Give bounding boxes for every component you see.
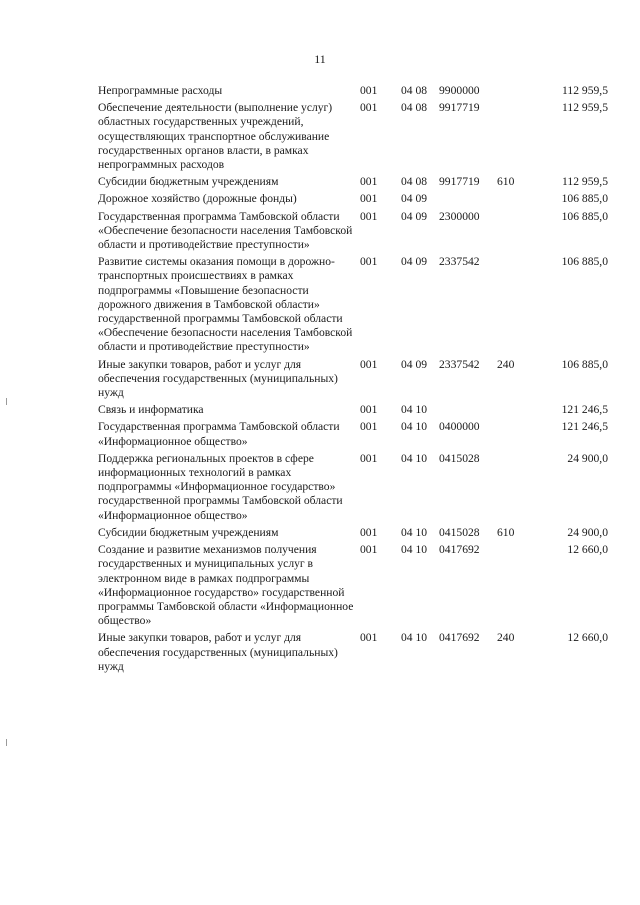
amount-value: 12 660,0 xyxy=(567,543,608,557)
table-row xyxy=(98,420,608,448)
item-name: Иные закупки товаров, работ и услуг для обеспечения государственных (муниципальных) нужд xyxy=(98,357,338,400)
ministry-code: 001 xyxy=(360,192,378,206)
ministry-code: 001 xyxy=(360,543,378,557)
expense-type-code: 610 xyxy=(497,525,515,539)
item-name: Поддержка региональных проектов в сфере информационных технологий в рамках подпрограммы «Информационное государство» государственной программы Тамбовской области «Информационное общество» xyxy=(98,451,343,522)
target-code: 2337542 xyxy=(439,357,480,371)
margin-mark xyxy=(6,398,7,405)
item-name: Иные закупки товаров, работ и услуг для обеспечения государственных (муниципальных) нужд xyxy=(98,631,338,673)
ministry-code: 001 xyxy=(360,84,378,97)
target-code: 0417692 xyxy=(439,631,480,645)
amount-value: 106 885,0 xyxy=(561,357,608,371)
table-row xyxy=(98,210,608,253)
target-code: 2337542 xyxy=(439,255,480,269)
section-code: 04 10 xyxy=(401,403,428,417)
table-row xyxy=(98,452,608,523)
section-code: 04 10 xyxy=(401,451,428,465)
target-code: 9917719 xyxy=(439,101,480,115)
expense-type-code: 610 xyxy=(497,175,515,189)
item-name: Связь и информатика xyxy=(98,403,204,417)
section-code: 04 10 xyxy=(401,631,428,645)
target-code: 0400000 xyxy=(439,420,480,434)
table-row xyxy=(98,631,608,674)
table-row xyxy=(98,543,608,628)
target-code: 2300000 xyxy=(439,209,480,223)
section-code: 04 09 xyxy=(401,209,428,223)
amount-value: 24 900,0 xyxy=(567,525,608,539)
amount-value: 106 885,0 xyxy=(561,255,608,269)
item-name: Создание и развитие механизмов получения государственных и муниципальных услуг в электронном виде в рамках подпрограммы «Информационное государство» государственной программы Тамбовской области «Информационное общество» xyxy=(98,543,354,628)
section-code: 04 10 xyxy=(401,420,428,434)
table-row xyxy=(98,84,608,98)
expense-type-code: 240 xyxy=(497,631,515,645)
section-code: 04 09 xyxy=(401,255,428,269)
amount-value: 112 959,5 xyxy=(562,101,608,115)
item-name: Развитие системы оказания помощи в дорожно-транспортных происшествиях в рамках подпрограммы «Повышение безопасности дорожного движения в Тамбовской области» государственной программы Тамбовской области «Обеспечение безопасности населения Тамбовской области и противодействие преступности» xyxy=(98,255,353,354)
section-code: 04 08 xyxy=(401,101,428,115)
target-code: 0415028 xyxy=(439,451,480,465)
amount-value: 24 900,0 xyxy=(567,451,608,465)
ministry-code: 001 xyxy=(360,525,378,539)
amount-value: 106 885,0 xyxy=(561,209,608,223)
amount-value: 106 885,0 xyxy=(561,192,608,206)
section-code: 04 10 xyxy=(401,543,428,557)
page-number: 11 xyxy=(314,52,326,66)
table-row xyxy=(98,101,608,172)
item-name: Непрограммные расходы xyxy=(98,84,223,97)
table-row xyxy=(98,255,608,354)
amount-value: 12 660,0 xyxy=(567,631,608,645)
section-code: 04 08 xyxy=(401,175,428,189)
target-code: 0415028 xyxy=(439,525,480,539)
ministry-code: 001 xyxy=(360,420,378,434)
budget-table xyxy=(98,84,608,674)
item-name: Государственная программа Тамбовской области «Информационное общество» xyxy=(98,420,340,448)
ministry-code: 001 xyxy=(360,101,378,115)
target-code: 0417692 xyxy=(439,543,480,557)
target-code: 9917719 xyxy=(439,175,480,189)
item-name: Обеспечение деятельности (выполнение услуг) областных государственных учреждений, осуществляющих транспортное обслуживание государственных органов власти, в рамках непрограммных расходов xyxy=(98,101,333,172)
ministry-code: 001 xyxy=(360,255,378,269)
ministry-code: 001 xyxy=(360,403,378,417)
amount-value: 112 959,5 xyxy=(562,175,608,189)
amount-value: 121 246,5 xyxy=(561,403,608,417)
item-name: Государственная программа Тамбовской области «Обеспечение безопасности населения Тамбовской области и противодействие преступности» xyxy=(98,209,353,252)
section-code: 04 09 xyxy=(401,192,428,206)
expense-type-code: 240 xyxy=(497,357,515,371)
amount-value: 121 246,5 xyxy=(561,420,608,434)
item-name: Субсидии бюджетным учреждениям xyxy=(98,175,279,189)
ministry-code: 001 xyxy=(360,631,378,645)
ministry-code: 001 xyxy=(360,357,378,371)
table-row xyxy=(98,192,608,206)
table-row xyxy=(98,403,608,417)
ministry-code: 001 xyxy=(360,209,378,223)
section-code: 04 09 xyxy=(401,357,428,371)
table-row xyxy=(98,358,608,401)
ministry-code: 001 xyxy=(360,175,378,189)
table-row xyxy=(98,526,608,540)
section-code: 04 10 xyxy=(401,525,428,539)
margin-mark xyxy=(6,739,7,746)
item-name: Дорожное хозяйство (дорожные фонды) xyxy=(98,192,297,206)
amount-value: 112 959,5 xyxy=(562,84,608,97)
section-code: 04 08 xyxy=(401,84,428,97)
table-row xyxy=(98,175,608,189)
item-name: Субсидии бюджетным учреждениям xyxy=(98,525,279,539)
ministry-code: 001 xyxy=(360,451,378,465)
target-code: 9900000 xyxy=(439,84,480,97)
